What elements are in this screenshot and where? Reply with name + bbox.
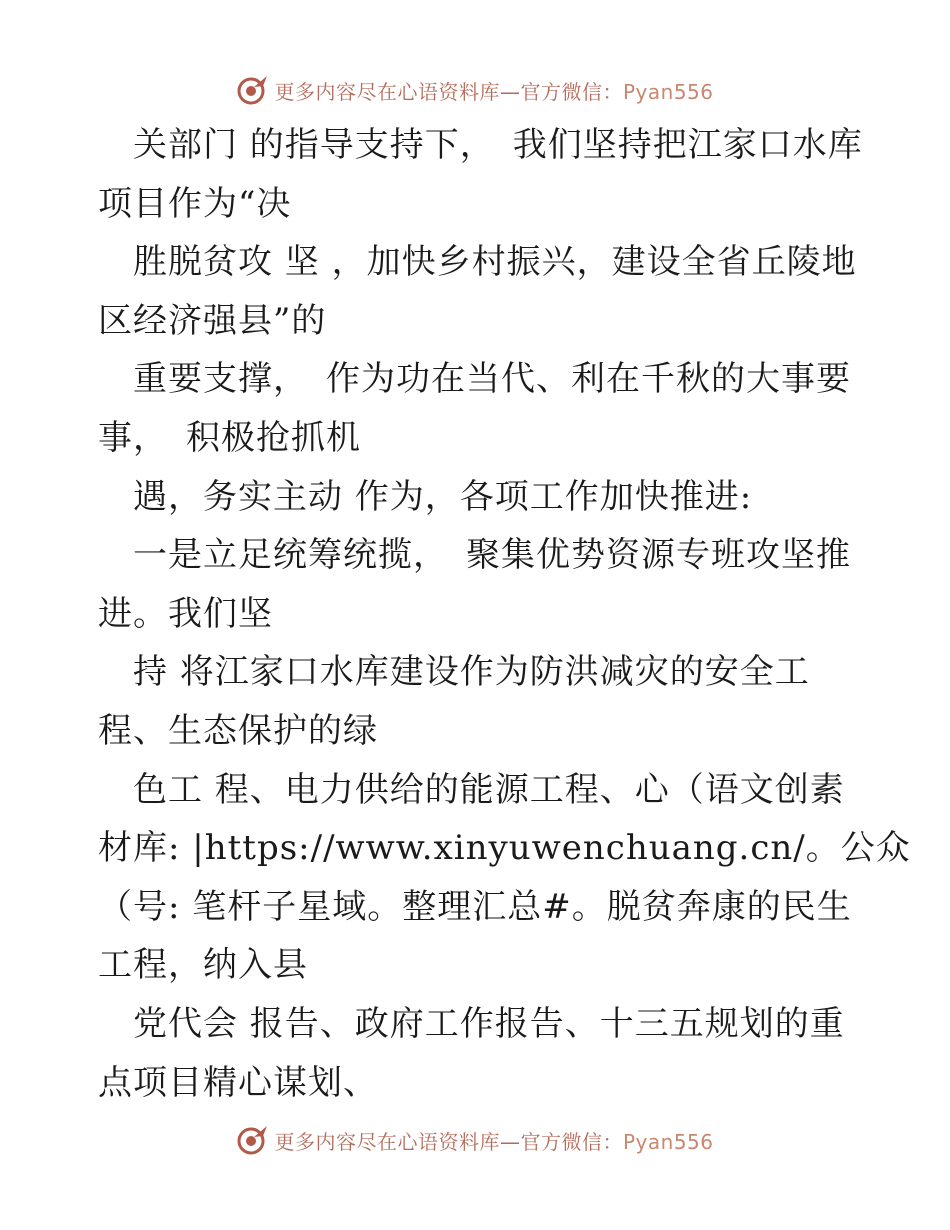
text-line: 进。我们坚 — [98, 593, 273, 634]
logo-icon — [236, 1123, 270, 1157]
watermark-text — [274, 76, 713, 105]
text-line: 重要支撑， 作为功在当代、利在千秋的大事要 — [98, 359, 851, 400]
text-line: 胜脱贫攻 坚 ，加快乡村振兴，建设全省丘陵地 — [98, 242, 857, 283]
watermark-separator: — — [499, 79, 521, 104]
watermark-footer — [0, 1120, 950, 1160]
text-line: 党代会 报告、政府工作报告、十三五规划的重 — [98, 1003, 845, 1044]
text-line: （号: 笔杆子星域。整理汇总#。脱贫奔康的民生 — [98, 886, 852, 927]
text-line: 一是立足统筹统揽， 聚集优势资源专班攻坚推 — [98, 535, 851, 576]
watermark-wechat-id: Pyan556 — [622, 1129, 714, 1154]
text-line: 材库: |https://www.xinyuwenchuang.cn/。公众 — [98, 828, 911, 869]
watermark-site: 更多内容尽在心语资料库 — [274, 79, 500, 104]
watermark-separator: — — [499, 1129, 521, 1154]
text-line: 遇，务实主动 作为，各项工作加快推进: — [98, 476, 753, 517]
text-line: 事， 积极抢抓机 — [98, 417, 361, 458]
text-line: 项目作为“决 — [98, 183, 292, 224]
text-line: 持 将江家口水库建设作为防洪减灾的安全工 — [98, 652, 810, 693]
text-line: 区经济强县”的 — [98, 300, 327, 341]
text-line: 点项目精心谋划、 — [98, 1062, 378, 1103]
watermark-wechat-label: 官方微信： — [520, 79, 623, 104]
text-line: 色工 程、电力供给的能源工程、心（语文创素 — [98, 769, 845, 810]
watermark-wechat-id: Pyan556 — [622, 79, 714, 104]
watermark-header — [0, 70, 950, 110]
watermark-site: 更多内容尽在心语资料库 — [274, 1129, 500, 1154]
watermark-wechat-label: 官方微信： — [520, 1129, 623, 1154]
document-body — [98, 116, 911, 1112]
text-line: 工程，纳入县 — [98, 945, 308, 986]
logo-icon — [236, 73, 270, 107]
text-line: 关部门 的指导支持下， 我们坚持把江家口水库 — [98, 125, 863, 165]
watermark-text — [274, 1126, 713, 1155]
text-line: 程、生态保护的绿 — [98, 710, 378, 751]
